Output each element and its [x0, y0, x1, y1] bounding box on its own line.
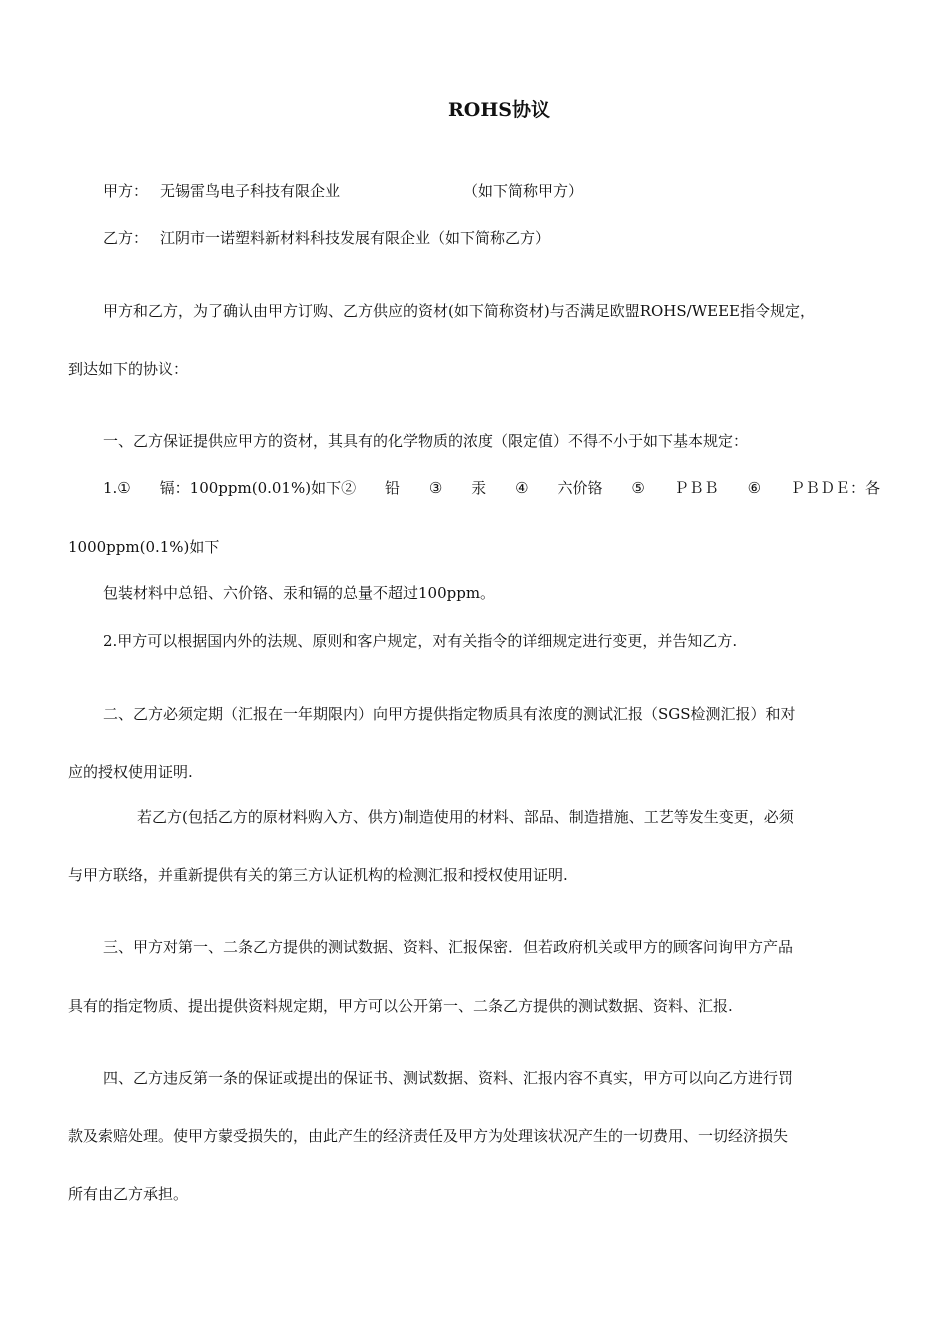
clause-1-item-1-cont: 1000ppm(0.1%)如下: [68, 538, 220, 556]
party-a-label: 甲方：: [103, 182, 149, 200]
pbde-text: ＰＢＤＥ：各: [789, 479, 880, 497]
clause-2-line-4: 与甲方联络，并重新提供有关的第三方认证机构的检测汇报和授权使用证明.: [68, 866, 568, 884]
marker-6: ⑥: [747, 479, 762, 497]
marker-5: ⑤: [631, 479, 645, 497]
marker-4: ④: [515, 479, 529, 497]
clause-3-line-1: 三、甲方对第一、二条乙方提供的测试数据、资料、汇报保密．但若政府机关或甲方的顾客问询甲方产品: [103, 938, 794, 956]
pbb-text: ＰＢＢ: [673, 479, 719, 497]
clause-1-item-2: 2.甲方可以根据国内外的法规、原则和客户规定，对有关指令的详细规定进行变更，并告知乙方.: [103, 632, 738, 650]
intro-line-1: 甲方和乙方，为了确认由甲方订购、乙方供应的资材(如下简称资材)与否满足欧盟ROHS/WEEE指令规定，: [103, 302, 815, 320]
clause-1-heading: 一、乙方保证提供应甲方的资材，其具有的化学物质的浓度（限定值）不得不小于如下基本规定：: [103, 432, 749, 450]
clause-3-line-2: 具有的指定物质、提出提供资料规定期，甲方可以公开第一、二条乙方提供的测试数据、资料、汇报.: [68, 997, 733, 1015]
clause-4-line-3: 所有由乙方承担。: [68, 1185, 189, 1203]
clause-2-line-3: 若乙方(包括乙方的原材料购入方、供方)制造使用的材料、部品、制造措施、工艺等发生变更，必须: [137, 808, 794, 826]
cadmium-limit: 镉：100ppm(0.01%)如下②: [159, 479, 357, 497]
clause-4-line-1: 四、乙方违反第一条的保证或提出的保证书、测试数据、资料、汇报内容不真实，甲方可以向乙方进行罚: [103, 1069, 794, 1087]
item-1-number: 1.①: [103, 479, 131, 497]
clause-4-line-2: 款及索赔处理。使甲方蒙受损失的，由此产生的经济责任及甲方为处理该状况产生的一切费用、一切经济损失: [68, 1127, 789, 1145]
page-title: ROHS协议: [448, 99, 551, 121]
party-b-name: 江阴市一诺塑料新材料科技发展有限企业（如下简称乙方）: [160, 229, 551, 247]
mercury-text: 汞: [471, 479, 487, 497]
chromium-text: 六价铬: [557, 479, 603, 497]
clause-2-line-2: 应的授权使用证明.: [68, 763, 193, 781]
party-b-label: 乙方：: [103, 229, 149, 247]
party-a-name: 无锡雷鸟电子科技有限企业: [160, 182, 341, 200]
lead-text: 铅: [384, 479, 400, 497]
clause-1-item-1: [103, 478, 880, 498]
marker-3: ③: [428, 479, 443, 497]
packaging-text: 包装材料中总铅、六价铬、汞和镉的总量不超过100ppm。: [103, 584, 496, 602]
clause-2-line-1: 二、乙方必须定期（汇报在一年期限内）向甲方提供指定物质具有浓度的测试汇报（SGS检测汇报）和对: [103, 705, 796, 723]
party-a-note: （如下简称甲方）: [463, 182, 584, 200]
intro-line-2: 到达如下的协议：: [68, 360, 189, 378]
